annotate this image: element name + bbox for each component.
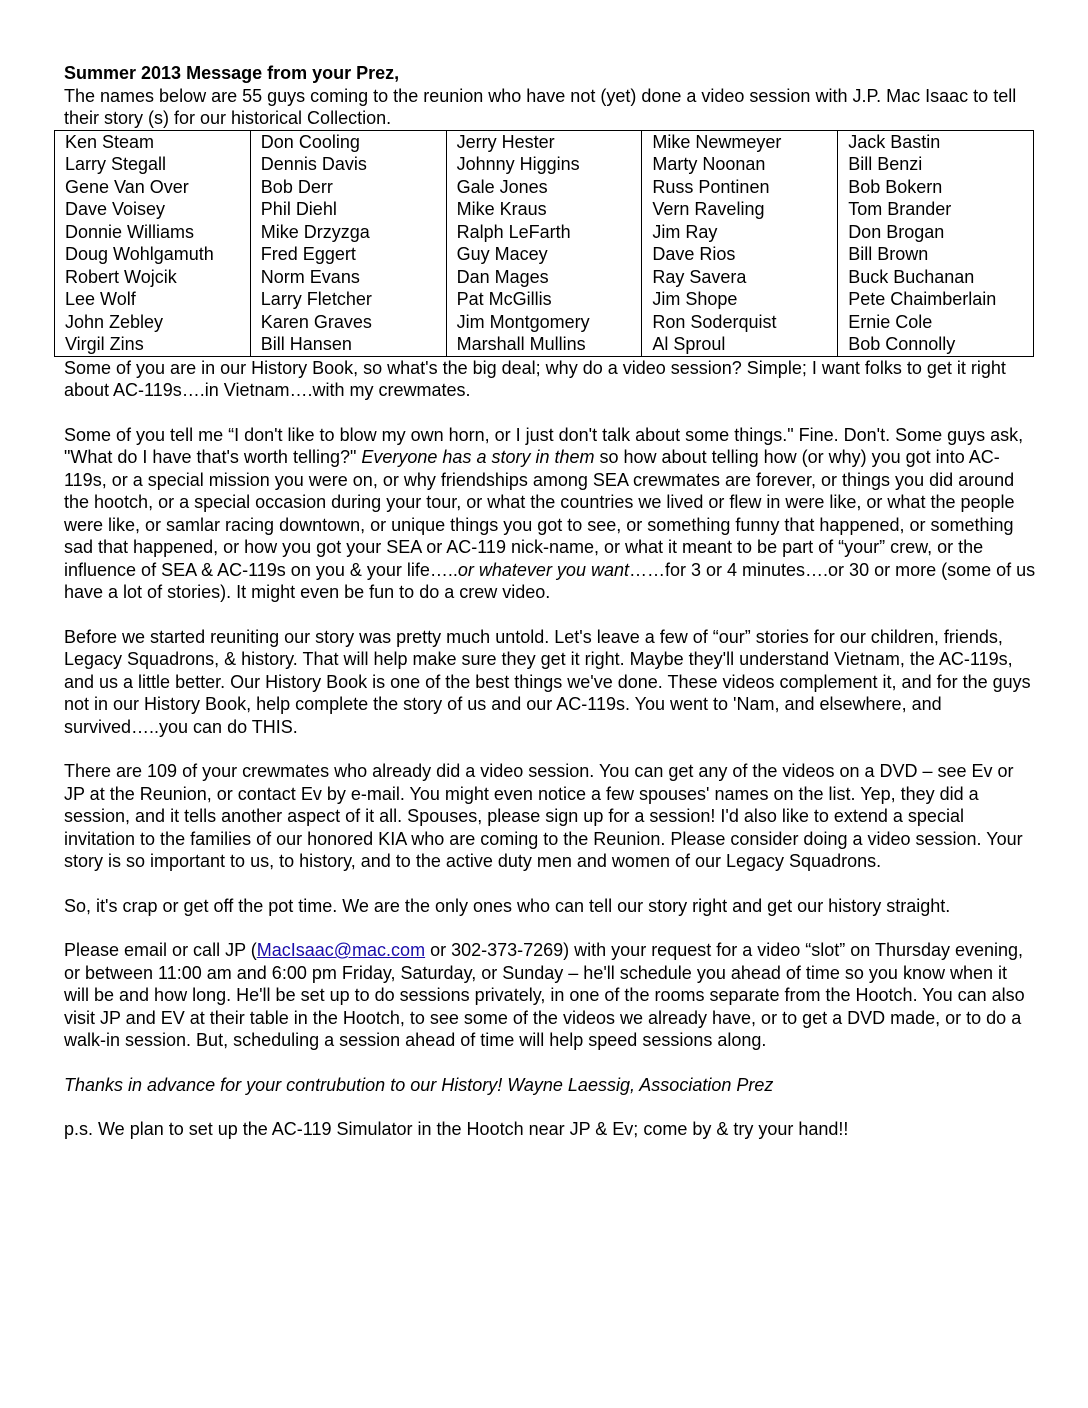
name-cell: Jim Ray — [642, 221, 838, 244]
name-cell: Robert Wojcik — [55, 266, 251, 289]
name-cell: Jack Bastin — [838, 130, 1034, 153]
paragraph-history-book: Some of you are in our History Book, so what's the big deal; why do a video session? Simple; I want folks to get it right about AC-119s….in Vietnam….with my crewmates. — [64, 357, 1006, 400]
name-cell: Ralph LeFarth — [446, 221, 642, 244]
paragraph-reuniting: Before we started reuniting our story was pretty much untold. Let's leave a few of “our” stories for our children, friends, Legacy Squadrons, & history. That will help make sure they get it right. Maybe they'll understand Vietnam, the AC-119s, and us a little better. Our History Book is one of the best things we've done. These videos complement it, and for the guys not in our History Book, help complete the story of us and our AC-119s. You went to 'Nam, and elsewhere, and survived…..you can do THIS. — [64, 626, 1031, 737]
name-cell: Russ Pontinen — [642, 176, 838, 199]
name-cell: Jim Shope — [642, 288, 838, 311]
email-link[interactable]: MacIsaac@mac.com — [256, 940, 426, 960]
name-cell: John Zebley — [55, 311, 251, 334]
para6-text-after: or 302-373-7269) with your request for a video “slot” on Thursday evening, or between 11:00 am and 6:00 pm Friday, Saturday, or Sunday – he'll schedule you ahead of time so you know when it will be and how long. He'll be set up to do sessions privately, in one of the rooms separate from the Hootch. You can also visit JP and EV at their table in the Hootch, to see some of the videos we already have, or to get a DVD made, or to do a walk-in session. But, scheduling a session ahead of time will help speed sessions along. — [64, 940, 1025, 1050]
name-cell: Virgil Zins — [55, 333, 251, 356]
name-cell: Buck Buchanan — [838, 266, 1034, 289]
paragraph-video-count: There are 109 of your crewmates who already did a video session. You can get any of the videos on a DVD – see Ev or JP at the Reunion, or contact Ev by e-mail. You might even notice a few spouses' names on the list. Yep, they did a session, and it tells another aspect of it all. Spouses, please sign up for a session! I'd also like to extend a special invitation to the families of our honored KIA who are coming to the Reunion. Please consider doing a video session. Your story is so important to us, to history, and to the active duty men and women of our Legacy Squadrons. — [64, 761, 1023, 871]
thanks-signature — [64, 1074, 1036, 1097]
para6-text-before: Please email or call JP ( — [64, 940, 257, 960]
name-cell: Phil Diehl — [250, 198, 446, 221]
name-cell: Don Cooling — [250, 130, 446, 153]
name-cell: Dan Mages — [446, 266, 642, 289]
table-row — [55, 311, 1034, 334]
para2-text-3: ……for 3 or 4 minutes….or 30 or more (some of us have a lot of stories). It might even be fun to do a crew video. — [64, 559, 1036, 602]
name-cell: Ron Soderquist — [642, 311, 838, 334]
para2-text-2: so how about telling how (or why) you got into AC-119s, or a special mission you were on, or why friendships among SEA crewmates are forever, or things you did around the hootch, or a special occasion during your tour, or what the countries we lived or flew in were like, or what the people were like, or samlar racing downtown, or unique things you got to see, or something funny that happened, or something sad that happened, or how you got your SEA or AC-119 nick-name, or what it meant to be part of “your” crew, or the influence of SEA & AC-119s on you & your life….. — [64, 447, 1015, 580]
table-row — [55, 333, 1034, 356]
table-row — [55, 221, 1034, 244]
name-cell: Marty Noonan — [642, 153, 838, 176]
name-cell: Karen Graves — [250, 311, 446, 334]
name-cell: Dave Voisey — [55, 198, 251, 221]
name-cell: Jim Montgomery — [446, 311, 642, 334]
name-cell: Larry Stegall — [55, 153, 251, 176]
table-row — [55, 288, 1034, 311]
name-cell: Dennis Davis — [250, 153, 446, 176]
table-row — [55, 176, 1034, 199]
name-cell: Mike Newmeyer — [642, 130, 838, 153]
name-cell: Bob Connolly — [838, 333, 1034, 356]
name-cell: Bill Brown — [838, 243, 1034, 266]
document-page — [64, 62, 1036, 1163]
name-cell: Marshall Mullins — [446, 333, 642, 356]
para2-italic-1: Everyone has a story in them — [361, 447, 595, 467]
postscript: p.s. We plan to set up the AC-119 Simulator in the Hootch near JP & Ev; come by & try your hand!! — [64, 1119, 849, 1139]
name-cell: Bill Benzi — [838, 153, 1034, 176]
name-cell: Guy Macey — [446, 243, 642, 266]
paragraph-tell-story — [64, 424, 1036, 604]
message-title: Summer 2013 Message from your Prez, — [64, 63, 400, 83]
name-cell: Vern Raveling — [642, 198, 838, 221]
name-cell: Larry Fletcher — [250, 288, 446, 311]
name-cell: Gene Van Over — [55, 176, 251, 199]
name-cell: Ken Steam — [55, 130, 251, 153]
name-cell: Fred Eggert — [250, 243, 446, 266]
name-cell: Ray Savera — [642, 266, 838, 289]
name-cell: Lee Wolf — [55, 288, 251, 311]
name-cell: Pete Chaimberlain — [838, 288, 1034, 311]
paragraph-contact-jp — [64, 939, 1036, 1052]
table-row — [55, 243, 1034, 266]
name-cell: Norm Evans — [250, 266, 446, 289]
table-row — [55, 266, 1034, 289]
table-row — [55, 153, 1034, 176]
thanks-text: Thanks in advance for your contrubution to our History! Wayne Laessig, Association Prez — [64, 1074, 774, 1095]
name-cell: Don Brogan — [838, 221, 1034, 244]
table-row — [55, 130, 1034, 153]
name-cell: Bob Bokern — [838, 176, 1034, 199]
name-cell: Dave Rios — [642, 243, 838, 266]
intro-text: The names below are 55 guys coming to the reunion who have not (yet) done a video session with J.P. Mac Isaac to tell their story (s) for our historical Collection. — [64, 85, 1017, 128]
name-cell: Al Sproul — [642, 333, 838, 356]
name-cell: Mike Kraus — [446, 198, 642, 221]
para2-text-1: Some of you tell me “I don't like to blow my own horn, or I just don't talk about some things." Fine. Don't. Some guys ask, "What do I have that's worth telling?" — [64, 424, 1024, 467]
name-cell: Bob Derr — [250, 176, 446, 199]
name-cell: Ernie Cole — [838, 311, 1034, 334]
name-cell: Johnny Higgins — [446, 153, 642, 176]
name-cell: Bill Hansen — [250, 333, 446, 356]
name-cell: Pat McGillis — [446, 288, 642, 311]
paragraph-crap-or-get-off: So, it's crap or get off the pot time. We are the only ones who can tell our story right and get our history straight. — [64, 895, 951, 916]
name-cell: Donnie Williams — [55, 221, 251, 244]
para2-italic-2: or whatever you want — [457, 559, 629, 580]
name-cell: Jerry Hester — [446, 130, 642, 153]
names-table — [54, 130, 1034, 357]
table-row — [55, 198, 1034, 221]
name-cell: Gale Jones — [446, 176, 642, 199]
name-cell: Tom Brander — [838, 198, 1034, 221]
name-cell: Doug Wohlgamuth — [55, 243, 251, 266]
name-cell: Mike Drzyzga — [250, 221, 446, 244]
